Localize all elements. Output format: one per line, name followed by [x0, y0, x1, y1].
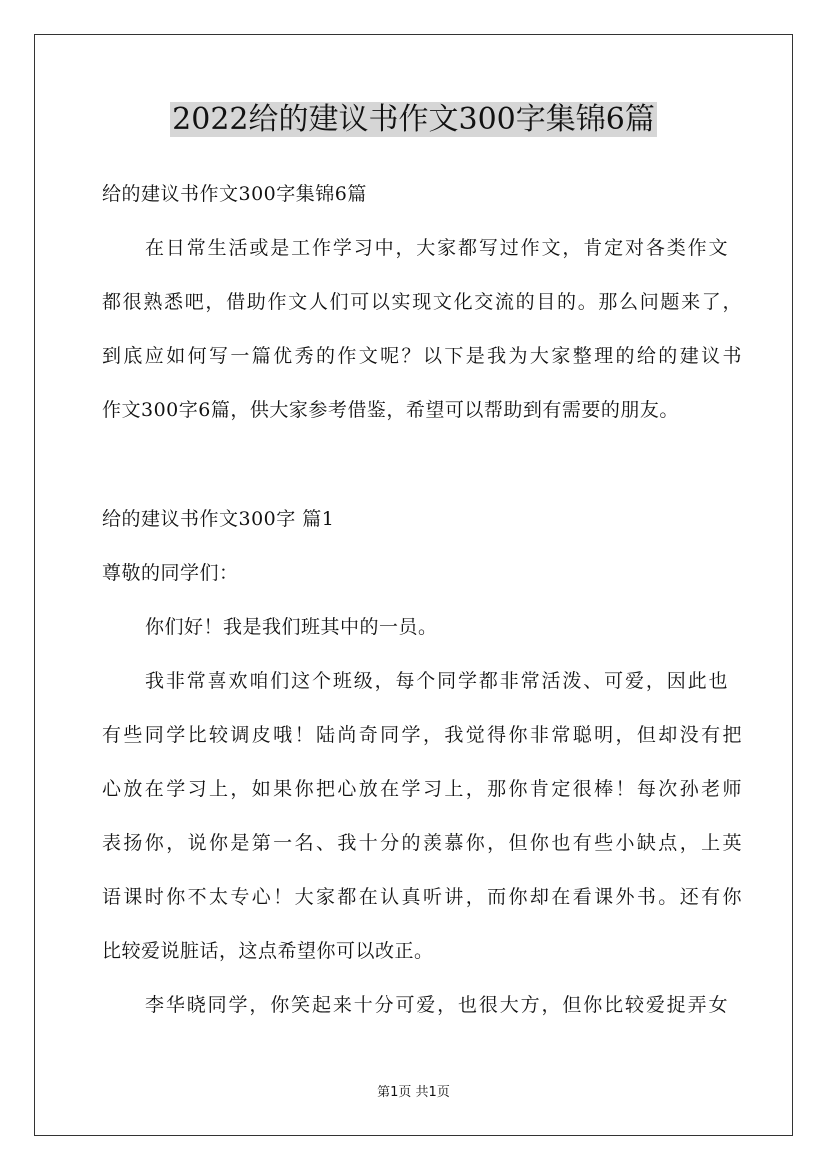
document-subtitle: 给的建议书作文300字集锦6篇	[102, 183, 367, 205]
paragraph-3-line-1: 李华晓同学，你笑起来十分可爱，也很大方，但你比较爱捉弄女	[145, 994, 728, 1016]
section-heading: 给的建议书作文300字 篇1	[102, 508, 335, 530]
intro-line-4: 作文300字6篇，供大家参考借鉴，希望可以帮助到有需要的朋友。	[102, 399, 679, 421]
greeting-line: 你们好！我是我们班其中的一员。	[145, 616, 438, 638]
salutation: 尊敬的同学们：	[102, 562, 239, 584]
intro-line-1: 在日常生活或是工作学习中，大家都写过作文，肯定对各类作文	[145, 237, 728, 259]
paragraph-2-line-5: 语课时你不太专心！大家都在认真听讲，而你却在看课外书。还有你	[102, 886, 742, 908]
intro-line-2: 都很熟悉吧，借助作文人们可以实现文化交流的目的。那么问题来了，	[102, 291, 742, 313]
paragraph-2-line-3: 心放在学习上，如果你把心放在学习上，那你肯定很棒！每次孙老师	[102, 778, 742, 800]
page-number: 第1页 共1页	[377, 1085, 450, 1100]
document-title-text: 2022给的建议书作文300字集锦6篇	[172, 102, 655, 137]
paragraph-2-line-2: 有些同学比较调皮哦！陆尚奇同学，我觉得你非常聪明，但却没有把	[102, 724, 742, 746]
paragraph-2-line-4: 表扬你，说你是第一名、我十分的羡慕你，但你也有些小缺点，上英	[102, 832, 742, 854]
document-title	[0, 97, 827, 143]
intro-line-3: 到底应如何写一篇优秀的作文呢？以下是我为大家整理的给的建议书	[102, 345, 742, 367]
paragraph-2-line-1: 我非常喜欢咱们这个班级，每个同学都非常活泼、可爱，因此也	[145, 670, 728, 692]
paragraph-2-line-6: 比较爱说脏话，这点希望你可以改正。	[102, 940, 434, 962]
